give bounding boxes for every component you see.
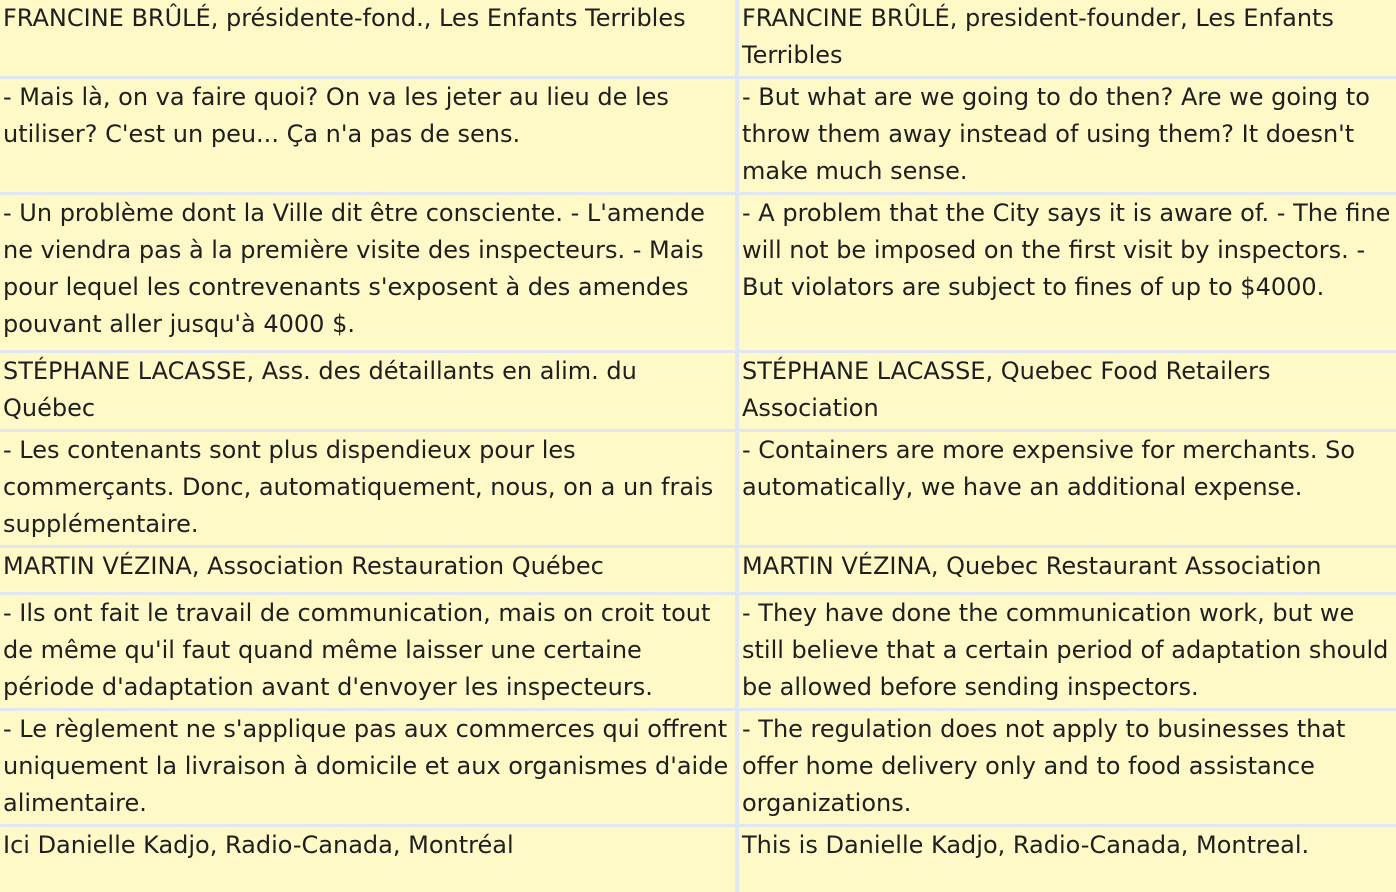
french-cell[interactable]: - Un problème dont la Ville dit être consciente. - L'amende ne viendra pas à la première visite des inspecteurs. - Mais pour lequel les contrevenants s'exposent à des amendes pouvant aller jusqu'à 4000 $. <box>0 195 735 350</box>
french-cell[interactable]: FRANCINE BRÛLÉ, présidente-fond., Les Enfants Terribles <box>0 0 735 76</box>
french-cell[interactable]: Ici Danielle Kadjo, Radio-Canada, Montréal <box>0 827 735 892</box>
english-cell[interactable]: - The regulation does not apply to businesses that offer home delivery only and to food assistance organizations. <box>739 711 1396 824</box>
french-cell[interactable]: MARTIN VÉZINA, Association Restauration Québec <box>0 548 735 592</box>
english-cell[interactable]: FRANCINE BRÛLÉ, president-founder, Les Enfants Terribles <box>739 0 1396 76</box>
english-cell[interactable]: - They have done the communication work, but we still believe that a certain period of adaptation should be allowed before sending inspectors. <box>739 595 1396 708</box>
french-cell[interactable]: - Ils ont fait le travail de communication, mais on croit tout de même qu'il faut quand même laisser une certaine période d'adaptation avant d'envoyer les inspecteurs. <box>0 595 735 708</box>
french-cell[interactable]: - Mais là, on va faire quoi? On va les jeter au lieu de les utiliser? C'est un peu... Ça n'a pas de sens. <box>0 79 735 192</box>
english-cell[interactable]: - Containers are more expensive for merchants. So automatically, we have an additional expense. <box>739 432 1396 545</box>
english-cell[interactable]: - But what are we going to do then? Are we going to throw them away instead of using them? It doesn't make much sense. <box>739 79 1396 192</box>
french-cell[interactable]: - Les contenants sont plus dispendieux pour les commerçants. Donc, automatiquement, nous, on a un frais supplémentaire. <box>0 432 735 545</box>
table-row <box>0 353 1396 429</box>
table-row <box>0 432 1396 545</box>
english-cell[interactable]: STÉPHANE LACASSE, Quebec Food Retailers Association <box>739 353 1396 429</box>
table-row <box>0 711 1396 824</box>
table-row <box>0 79 1396 192</box>
table-row <box>0 595 1396 708</box>
table-row <box>0 195 1396 350</box>
table-row <box>0 0 1396 76</box>
english-cell[interactable]: This is Danielle Kadjo, Radio-Canada, Montreal. <box>739 827 1396 892</box>
english-cell[interactable]: MARTIN VÉZINA, Quebec Restaurant Association <box>739 548 1396 592</box>
table-row <box>0 827 1396 892</box>
english-cell[interactable]: - A problem that the City says it is aware of. - The fine will not be imposed on the first visit by inspectors. - But violators are subject to fines of up to $4000. <box>739 195 1396 350</box>
french-cell[interactable]: STÉPHANE LACASSE, Ass. des détaillants en alim. du Québec <box>0 353 735 429</box>
table-row <box>0 548 1396 592</box>
french-cell[interactable]: - Le règlement ne s'applique pas aux commerces qui offrent uniquement la livraison à domicile et aux organismes d'aide alimentaire. <box>0 711 735 824</box>
